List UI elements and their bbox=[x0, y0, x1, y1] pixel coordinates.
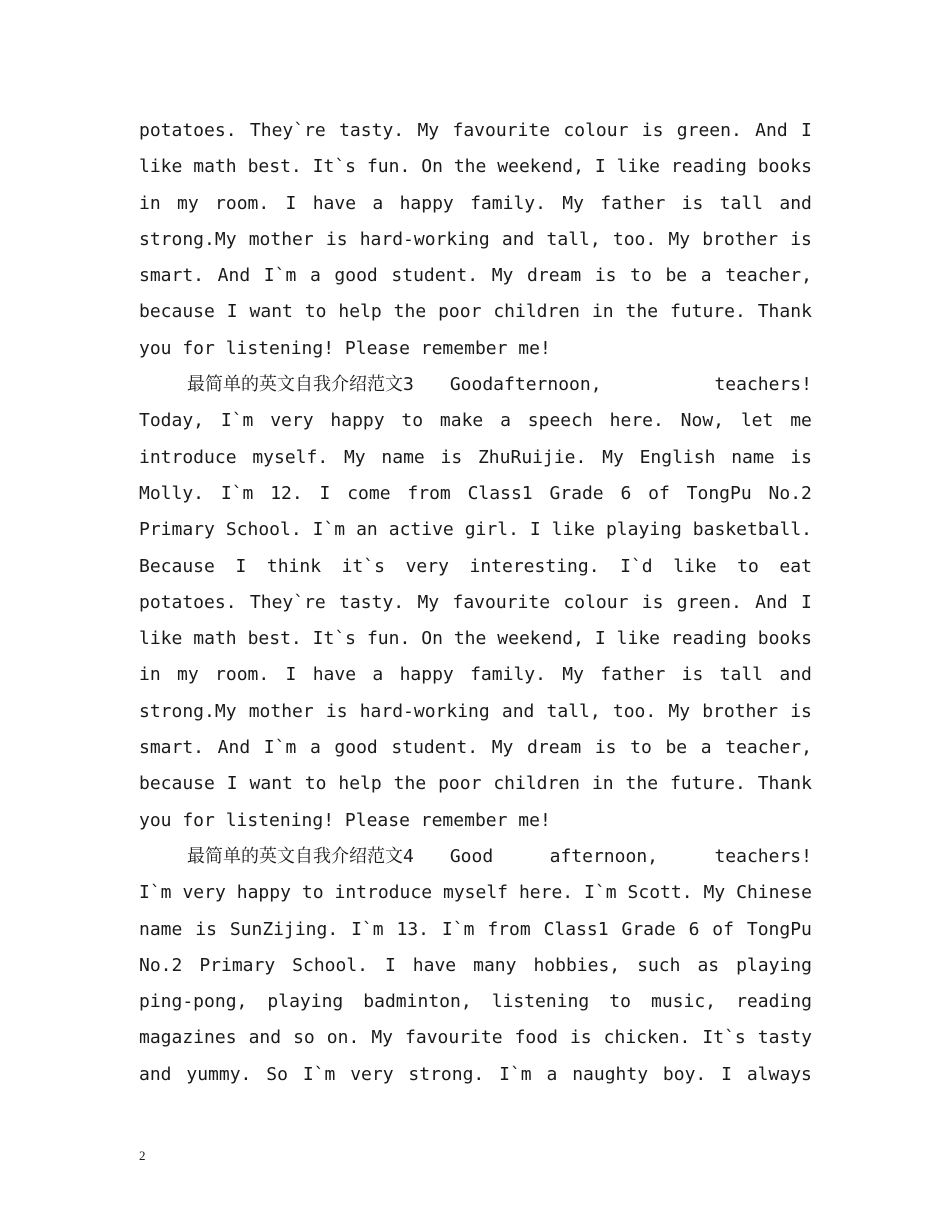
word: tall, bbox=[546, 700, 601, 722]
word: best. bbox=[247, 156, 302, 178]
word: introduce bbox=[139, 446, 237, 468]
text-line bbox=[139, 657, 812, 693]
word: from bbox=[407, 482, 451, 504]
word: have bbox=[312, 192, 357, 214]
word: teachers! bbox=[714, 845, 812, 867]
word: is bbox=[790, 446, 812, 468]
word: I`m bbox=[351, 918, 384, 940]
word: And bbox=[217, 265, 251, 287]
word: is bbox=[195, 918, 217, 940]
word: strong. bbox=[408, 1063, 485, 1085]
word: future. bbox=[669, 773, 746, 795]
word: tasty. bbox=[339, 120, 405, 141]
word: a bbox=[700, 265, 712, 287]
word: dream bbox=[527, 737, 582, 759]
word: Because bbox=[139, 555, 215, 577]
word: listening bbox=[491, 991, 590, 1013]
text-line bbox=[139, 803, 812, 839]
text-line bbox=[139, 766, 812, 802]
word: I bbox=[721, 1063, 732, 1085]
word: favourite bbox=[405, 1027, 503, 1049]
text-line bbox=[139, 149, 812, 185]
word: is bbox=[641, 120, 664, 141]
word: dream bbox=[527, 265, 582, 287]
word: is bbox=[681, 664, 704, 686]
word: 最简单的英文自我介绍范文4 Good bbox=[187, 845, 494, 867]
word: I bbox=[384, 954, 396, 976]
word: 12. bbox=[270, 482, 303, 504]
word: I`m bbox=[584, 882, 617, 904]
word: No.2 bbox=[139, 954, 183, 976]
page-number: 2 bbox=[139, 1148, 146, 1163]
word: Thank bbox=[757, 301, 812, 323]
word: the bbox=[393, 301, 427, 323]
word: Chinese bbox=[736, 882, 812, 904]
word: name bbox=[381, 446, 425, 468]
word: hard-working bbox=[359, 228, 490, 250]
word: reading bbox=[736, 991, 812, 1013]
word: father bbox=[600, 192, 666, 214]
word: afternoon, bbox=[549, 845, 658, 867]
word: in bbox=[591, 301, 614, 323]
word: let bbox=[740, 410, 774, 432]
word: to bbox=[630, 265, 652, 287]
text-line bbox=[139, 1020, 812, 1056]
word: School. bbox=[225, 519, 302, 541]
word: On bbox=[421, 628, 443, 650]
word: green. bbox=[676, 120, 742, 141]
word: is bbox=[325, 700, 348, 722]
word: like bbox=[616, 156, 661, 178]
word: and bbox=[139, 1063, 172, 1085]
word: teacher, bbox=[725, 265, 812, 287]
word: brother bbox=[702, 700, 779, 722]
word: My bbox=[371, 1027, 394, 1049]
word: colour bbox=[563, 120, 629, 141]
word: is bbox=[790, 228, 812, 250]
word: have bbox=[412, 954, 457, 976]
word: My bbox=[668, 700, 691, 722]
word: reading bbox=[670, 156, 747, 178]
word: hobbies, bbox=[533, 954, 621, 976]
word: I`m bbox=[263, 265, 297, 287]
word: it`s bbox=[341, 555, 385, 577]
word: I`m bbox=[263, 737, 297, 759]
word: weekend, bbox=[497, 156, 584, 178]
text-line bbox=[139, 294, 812, 330]
text-line bbox=[139, 912, 812, 948]
word: math bbox=[193, 156, 237, 178]
text-line bbox=[139, 549, 812, 585]
word: reading bbox=[670, 628, 747, 650]
body-text bbox=[139, 113, 812, 1093]
word: to bbox=[401, 410, 424, 432]
word: ping-pong, bbox=[139, 991, 248, 1013]
word: music, bbox=[651, 991, 717, 1013]
word: My bbox=[417, 120, 440, 141]
word: I bbox=[285, 664, 297, 686]
word: make bbox=[439, 410, 484, 432]
word: myself. bbox=[252, 446, 329, 468]
word: introduce bbox=[334, 882, 433, 904]
word: good bbox=[334, 737, 378, 759]
word: is bbox=[681, 192, 704, 214]
text-line bbox=[139, 476, 812, 512]
word: family. bbox=[470, 664, 546, 686]
word: because bbox=[139, 773, 215, 795]
word: very bbox=[182, 882, 226, 904]
word: TongPu bbox=[686, 482, 752, 504]
text-line bbox=[139, 984, 812, 1020]
word: Today, bbox=[139, 410, 205, 432]
word: math bbox=[193, 628, 237, 650]
word: mother bbox=[248, 700, 314, 722]
word: books bbox=[757, 628, 812, 650]
word: I bbox=[594, 156, 606, 178]
word: come bbox=[347, 482, 391, 504]
text-line bbox=[139, 440, 812, 476]
word: think bbox=[266, 555, 322, 577]
text-line bbox=[139, 839, 812, 875]
word: I`m bbox=[139, 882, 172, 904]
word: to bbox=[737, 555, 759, 577]
word: speech bbox=[527, 410, 593, 432]
word: weekend, bbox=[497, 628, 584, 650]
word: future. bbox=[669, 301, 746, 323]
word: a bbox=[500, 410, 511, 432]
word: My bbox=[668, 228, 691, 250]
word: I`m bbox=[220, 482, 254, 504]
text-line bbox=[139, 113, 812, 149]
word: tall bbox=[719, 664, 764, 686]
word: teacher, bbox=[725, 737, 812, 759]
word: Thank bbox=[757, 773, 812, 795]
word: tasty bbox=[757, 1027, 812, 1049]
text-line bbox=[139, 367, 812, 403]
word: a bbox=[372, 664, 384, 686]
word: I bbox=[801, 120, 812, 141]
word: to bbox=[301, 882, 324, 904]
word: naughty bbox=[572, 1063, 649, 1085]
word: here. bbox=[609, 410, 664, 432]
text-line bbox=[139, 694, 812, 730]
word: myself bbox=[442, 882, 509, 904]
word: And bbox=[217, 737, 251, 759]
word: my bbox=[177, 664, 199, 686]
word: I bbox=[285, 192, 297, 214]
word: School. bbox=[292, 954, 369, 976]
word: of bbox=[648, 482, 670, 504]
word: happy bbox=[236, 882, 291, 904]
word: happy bbox=[399, 664, 454, 686]
word: children bbox=[493, 773, 581, 795]
word: of bbox=[712, 918, 734, 940]
word: is bbox=[569, 1027, 592, 1049]
word: I bbox=[801, 591, 812, 613]
word: I`m bbox=[312, 519, 346, 541]
word: to bbox=[304, 773, 327, 795]
word: like bbox=[673, 555, 717, 577]
text-line bbox=[139, 258, 812, 294]
word: I`m bbox=[499, 1063, 532, 1085]
word: My bbox=[491, 737, 514, 759]
word: a bbox=[309, 265, 321, 287]
word: 6 bbox=[688, 918, 700, 940]
word: My bbox=[491, 265, 514, 287]
word: name bbox=[139, 918, 183, 940]
word: tasty. bbox=[339, 591, 405, 613]
word: Class1 bbox=[467, 482, 533, 504]
word: the bbox=[453, 156, 487, 178]
word: It`s bbox=[312, 156, 357, 178]
word: I bbox=[529, 519, 541, 541]
word: poor bbox=[438, 773, 482, 795]
word: playing bbox=[736, 954, 812, 976]
line-text: you for listening! Please remember me! bbox=[139, 809, 551, 831]
word: I bbox=[235, 555, 247, 577]
word: as bbox=[697, 954, 720, 976]
word: have bbox=[312, 664, 357, 686]
word: favourite bbox=[452, 120, 551, 141]
word: a bbox=[546, 1063, 558, 1085]
word: Scott. bbox=[627, 882, 693, 904]
word: a bbox=[309, 737, 321, 759]
word: student. bbox=[391, 737, 479, 759]
word: best. bbox=[247, 628, 302, 650]
word: because bbox=[139, 301, 215, 323]
word: happy bbox=[399, 192, 454, 214]
word: English bbox=[639, 446, 716, 468]
word: badminton, bbox=[363, 991, 472, 1013]
word: many bbox=[473, 954, 517, 976]
word: a bbox=[700, 737, 712, 759]
word: me bbox=[790, 410, 812, 432]
word: smart. bbox=[139, 265, 205, 287]
word: Molly. bbox=[139, 482, 205, 504]
text-line bbox=[139, 875, 812, 911]
word: room. bbox=[215, 664, 270, 686]
word: mother bbox=[248, 228, 314, 250]
text-line bbox=[139, 512, 812, 548]
word: No.2 bbox=[768, 482, 812, 504]
word: 13. bbox=[396, 918, 430, 940]
word: Primary bbox=[139, 519, 215, 541]
word: in bbox=[139, 192, 161, 214]
word: I`d bbox=[620, 555, 653, 577]
word: teachers! bbox=[714, 374, 812, 396]
word: My bbox=[417, 591, 440, 613]
word: SunZijing. bbox=[229, 918, 339, 940]
word: Now, bbox=[680, 410, 725, 432]
word: is bbox=[325, 228, 348, 250]
word: like bbox=[616, 628, 661, 650]
word: the bbox=[393, 773, 427, 795]
word: I`m bbox=[302, 1063, 336, 1085]
text-line bbox=[139, 331, 812, 367]
word: the bbox=[625, 301, 659, 323]
word: It`s bbox=[702, 1027, 746, 1049]
word: yummy. bbox=[186, 1063, 252, 1085]
word: very bbox=[405, 555, 449, 577]
text-line bbox=[139, 621, 812, 657]
word: I`m bbox=[441, 918, 475, 940]
word: Grade bbox=[549, 482, 604, 504]
word: books bbox=[757, 156, 812, 178]
word: ZhuRuijie. bbox=[477, 446, 587, 468]
word: favourite bbox=[452, 591, 551, 613]
word: I bbox=[226, 773, 238, 795]
word: eat bbox=[779, 555, 812, 577]
word: brother bbox=[702, 228, 779, 250]
text-line bbox=[139, 1057, 812, 1093]
text-line bbox=[139, 730, 812, 766]
word: interesting. bbox=[469, 555, 600, 577]
word: strong.My bbox=[139, 700, 237, 722]
word: My bbox=[703, 882, 726, 904]
word: hard-working bbox=[359, 700, 490, 722]
word: family. bbox=[470, 192, 546, 214]
word: And bbox=[755, 120, 788, 141]
word: like bbox=[139, 628, 183, 650]
word: to bbox=[609, 991, 631, 1013]
word: colour bbox=[563, 591, 629, 613]
word: 最简单的英文自我介绍范文3 Goodafternoon, bbox=[187, 374, 602, 396]
word: room. bbox=[215, 192, 270, 214]
word: help bbox=[338, 301, 382, 323]
word: want bbox=[249, 301, 293, 323]
word: It`s bbox=[312, 628, 357, 650]
word: Grade bbox=[621, 918, 676, 940]
word: here. bbox=[518, 882, 574, 904]
text-line bbox=[139, 403, 812, 439]
word: and bbox=[501, 228, 535, 250]
word: fun. bbox=[366, 628, 411, 650]
word: too. bbox=[612, 228, 657, 250]
text-line bbox=[139, 585, 812, 621]
text-line bbox=[139, 948, 812, 984]
word: playing bbox=[267, 991, 344, 1013]
word: I bbox=[319, 482, 331, 504]
word: in bbox=[591, 773, 614, 795]
word: an bbox=[356, 519, 378, 541]
word: On bbox=[421, 156, 443, 178]
word: help bbox=[338, 773, 382, 795]
word: children bbox=[493, 301, 581, 323]
word: to bbox=[304, 301, 327, 323]
word: too. bbox=[612, 700, 657, 722]
word: 6 bbox=[620, 482, 632, 504]
word: boy. bbox=[662, 1063, 707, 1085]
word: and bbox=[779, 192, 812, 214]
word: in bbox=[139, 664, 161, 686]
word: I`m bbox=[220, 410, 254, 432]
word: the bbox=[453, 628, 487, 650]
word: potatoes. bbox=[139, 591, 237, 613]
word: magazines bbox=[139, 1027, 237, 1049]
word: playing bbox=[605, 519, 682, 541]
line-text: you for listening! Please remember me! bbox=[139, 337, 551, 359]
word: strong.My bbox=[139, 228, 237, 250]
word: be bbox=[665, 265, 688, 287]
word: is bbox=[440, 446, 463, 468]
word: food bbox=[514, 1027, 558, 1049]
word: always bbox=[746, 1063, 812, 1085]
word: I bbox=[594, 628, 606, 650]
word: And bbox=[755, 591, 788, 613]
word: is bbox=[594, 737, 617, 759]
word: so bbox=[293, 1027, 315, 1049]
word: on. bbox=[326, 1027, 360, 1049]
word: my bbox=[177, 192, 199, 214]
word: TongPu bbox=[746, 918, 812, 940]
text-line bbox=[139, 186, 812, 222]
text-line bbox=[139, 222, 812, 258]
word: poor bbox=[438, 301, 482, 323]
word: is bbox=[790, 700, 812, 722]
word: student. bbox=[391, 265, 479, 287]
word: and bbox=[779, 664, 812, 686]
word: Class1 bbox=[543, 918, 609, 940]
word: basketball. bbox=[692, 519, 812, 541]
word: My bbox=[562, 664, 584, 686]
word: and bbox=[501, 700, 535, 722]
word: like bbox=[139, 156, 183, 178]
word: father bbox=[600, 664, 666, 686]
word: be bbox=[665, 737, 688, 759]
word: smart. bbox=[139, 737, 205, 759]
word: is bbox=[594, 265, 617, 287]
word: such bbox=[637, 954, 681, 976]
word: very bbox=[270, 410, 314, 432]
word: chicken. bbox=[603, 1027, 691, 1049]
word: tall, bbox=[546, 228, 601, 250]
word: a bbox=[372, 192, 384, 214]
word: and bbox=[248, 1027, 282, 1049]
word: like bbox=[551, 519, 596, 541]
word: potatoes. bbox=[139, 120, 237, 141]
word: want bbox=[249, 773, 293, 795]
word: green. bbox=[676, 591, 742, 613]
word: So bbox=[266, 1063, 288, 1085]
word: My bbox=[602, 446, 624, 468]
word: Primary bbox=[199, 954, 276, 976]
word: happy bbox=[330, 410, 385, 432]
word: They`re bbox=[249, 120, 326, 141]
word: the bbox=[625, 773, 659, 795]
word: very bbox=[350, 1063, 394, 1085]
word: They`re bbox=[249, 591, 326, 613]
word: girl. bbox=[464, 519, 519, 541]
word: My bbox=[343, 446, 366, 468]
word: active bbox=[388, 519, 454, 541]
word: fun. bbox=[366, 156, 411, 178]
word: tall bbox=[719, 192, 764, 214]
word: is bbox=[641, 591, 664, 613]
word: name bbox=[731, 446, 775, 468]
word: I bbox=[226, 301, 238, 323]
word: to bbox=[630, 737, 652, 759]
word: My bbox=[562, 192, 584, 214]
word: from bbox=[487, 918, 531, 940]
word: good bbox=[334, 265, 378, 287]
